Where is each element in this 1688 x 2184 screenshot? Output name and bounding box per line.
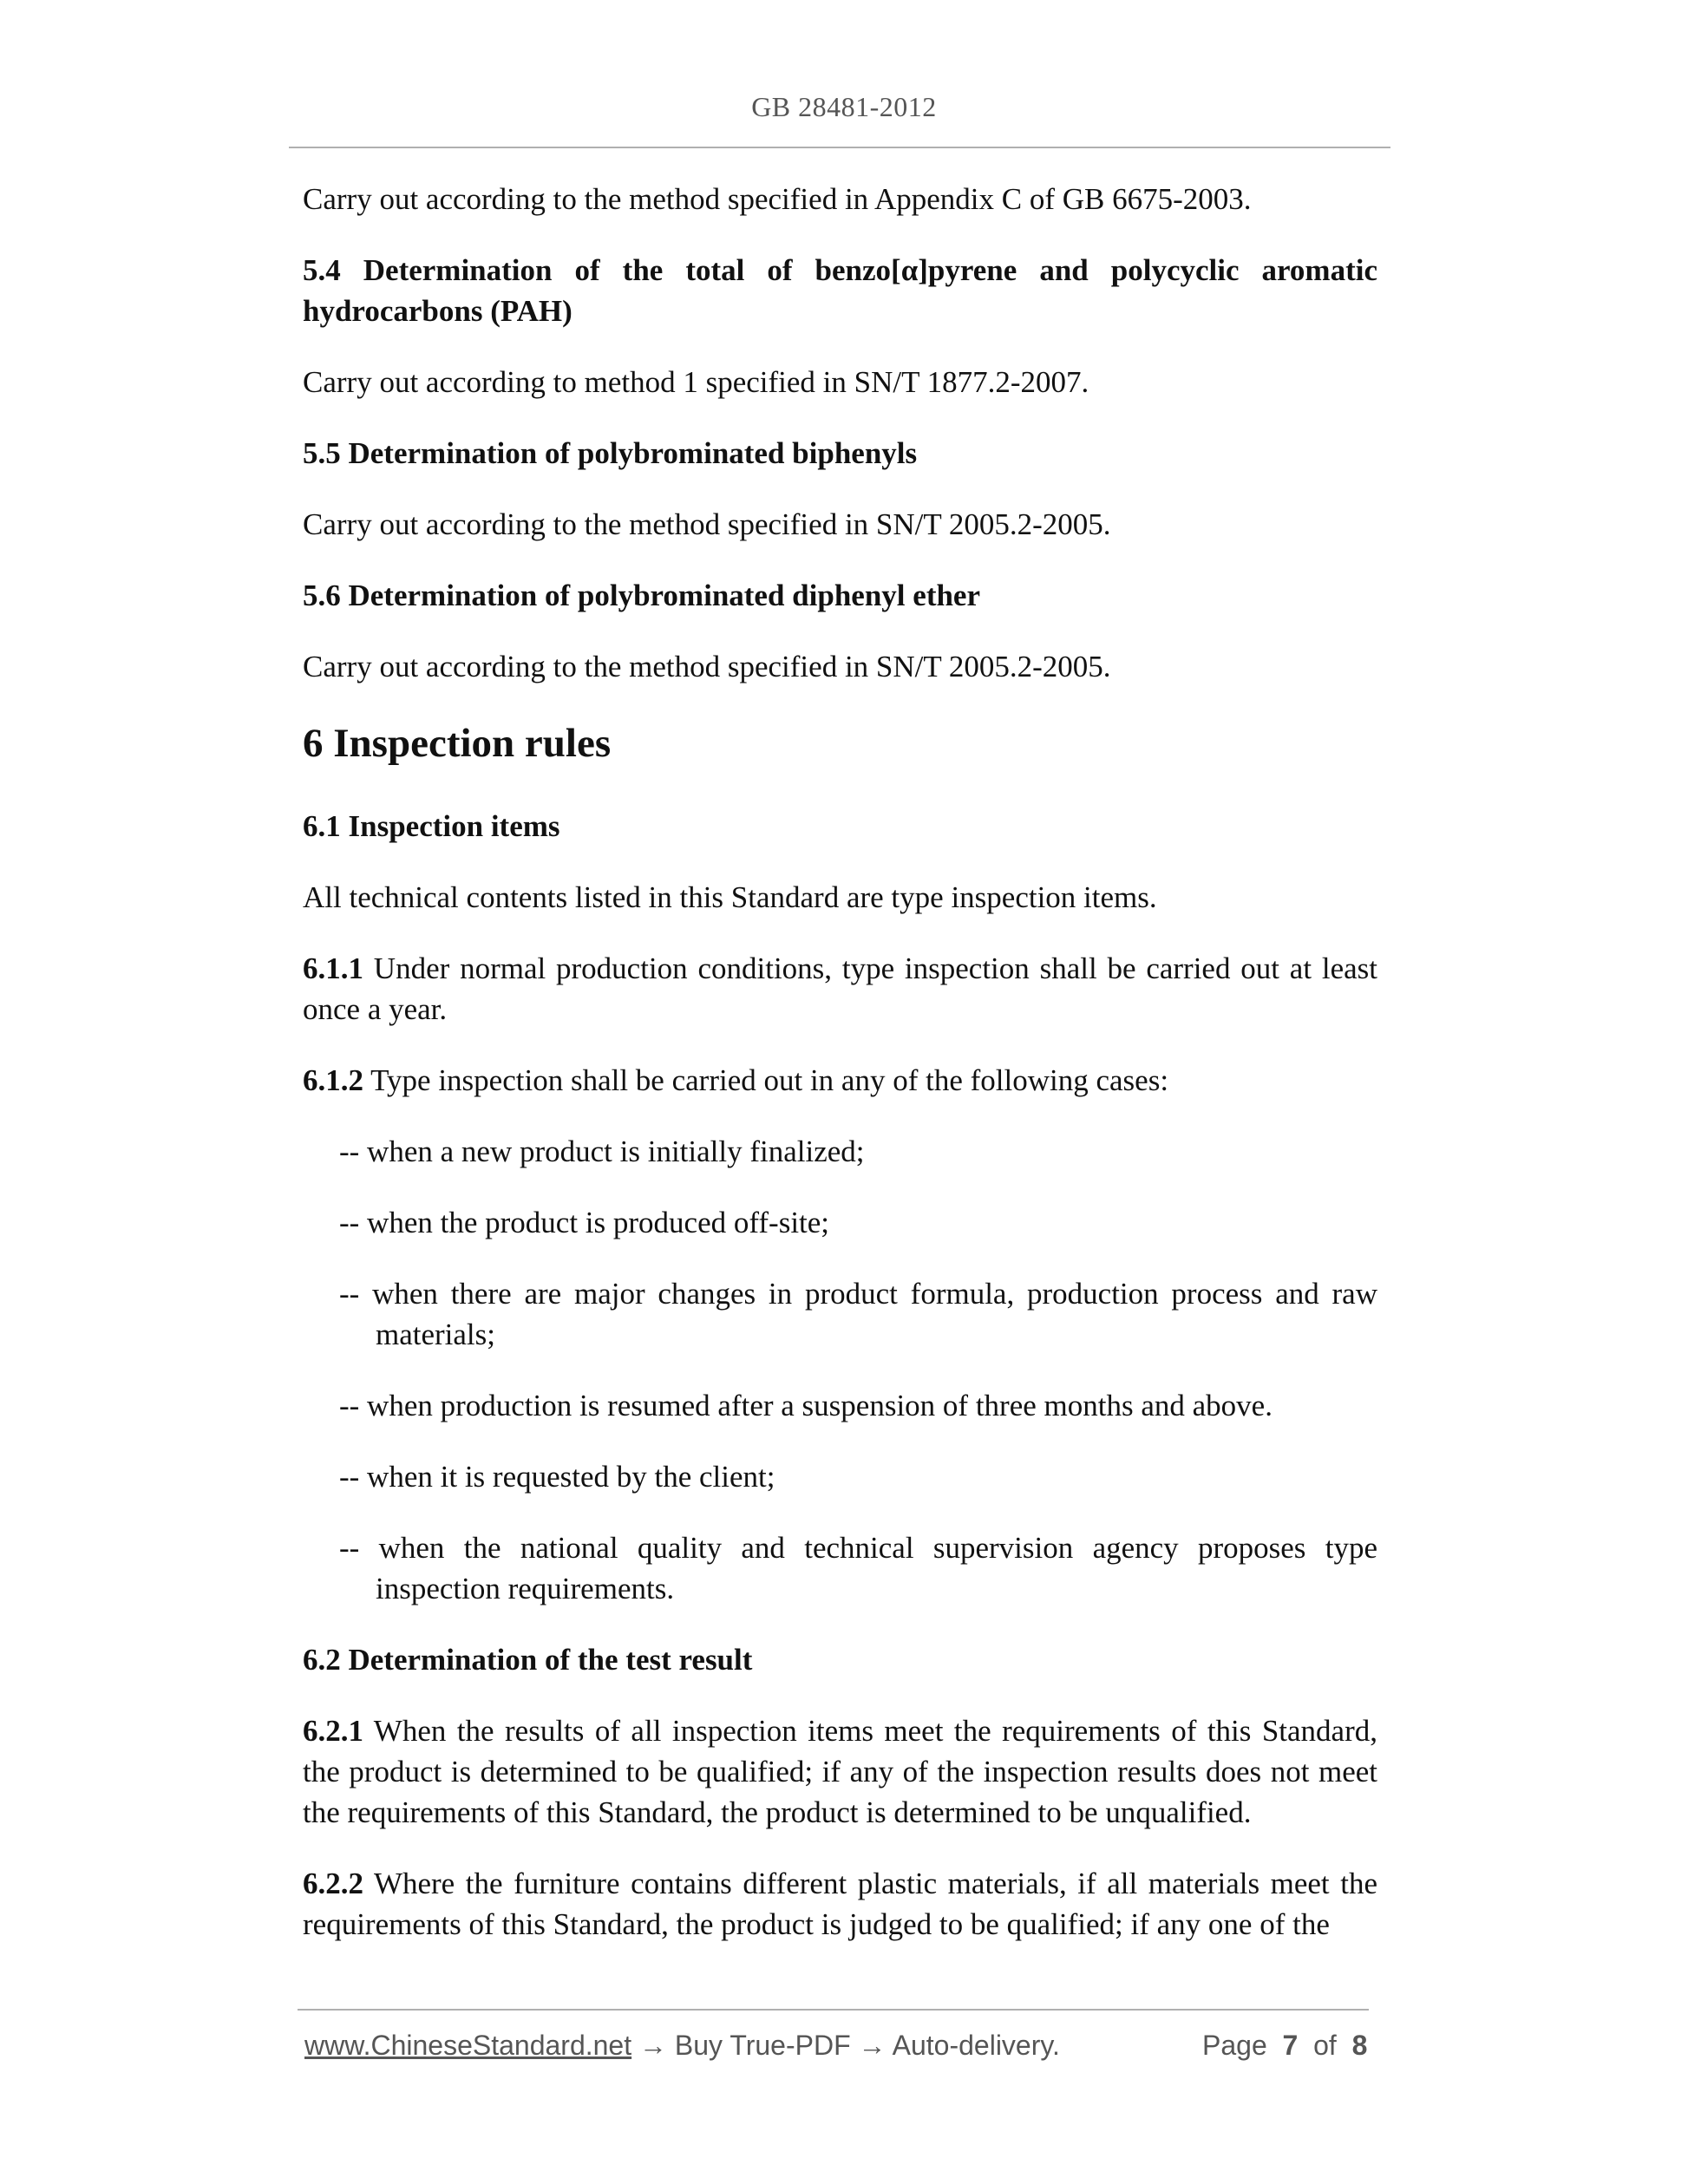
- footer-left: [304, 2030, 1060, 2061]
- page-current: 7: [1282, 2030, 1299, 2061]
- section-5-6-heading: 5.6 Determination of polybrominated diphenyl ether: [303, 579, 981, 612]
- list-item: -- when the national quality and technical supervision agency proposes type inspection requirements.: [339, 1531, 1377, 1605]
- page-footer: [304, 2030, 1369, 2062]
- section-5-4-heading: 5.4 Determination of the total of benzo[α]pyrene and polycyclic aromatic hydrocarbons (PAH): [303, 253, 1377, 328]
- section-6-1-1-text: Under normal production conditions, type inspection shall be carried out at least once a year.: [303, 951, 1377, 1026]
- intro-paragraph: Carry out according to the method specified in Appendix C of GB 6675-2003.: [303, 182, 1252, 216]
- document-body: [303, 179, 1377, 1975]
- section-6-1-text: All technical contents listed in this Standard are type inspection items.: [303, 880, 1157, 914]
- list-item: -- when there are major changes in product formula, production process and raw materials;: [339, 1277, 1377, 1351]
- page-of-label: of: [1313, 2030, 1337, 2061]
- section-5-5-heading: 5.5 Determination of polybrominated biphenyls: [303, 436, 918, 470]
- section-6-2-1-number: 6.2.1: [303, 1714, 363, 1748]
- section-6-2-2-text: Where the furniture contains different plastic materials, if all materials meet the requirements of this Standard, the product is judged to be qualified; if any one of the: [303, 1867, 1377, 1941]
- section-6-2-2-paragraph: [303, 1863, 1377, 1945]
- section-6-2-1-paragraph: [303, 1710, 1377, 1833]
- section-6-2-1-text: When the results of all inspection items meet the requirements of this Standard, the product is determined to be qualified; if any of the inspection results does not meet the requirements of this Standard, the product is determined to be unqualified.: [303, 1714, 1377, 1829]
- page-header-title: GB 28481-2012: [751, 91, 937, 122]
- section-5-6-text: Carry out according to the method specified in SN/T 2005.2-2005.: [303, 650, 1111, 683]
- section-6-1-heading: 6.1 Inspection items: [303, 809, 560, 843]
- section-6-1-1-paragraph: [303, 948, 1377, 1030]
- section-6-1-2-paragraph: [303, 1060, 1377, 1101]
- section-6-1-2-number: 6.1.2: [303, 1063, 363, 1097]
- page-label: Page: [1202, 2030, 1267, 2061]
- section-5-5-text: Carry out according to the method specified in SN/T 2005.2-2005.: [303, 507, 1111, 541]
- list-item: -- when the product is produced off-site;: [339, 1206, 830, 1239]
- section-5-4-text: Carry out according to method 1 specified in SN/T 1877.2-2007.: [303, 365, 1089, 399]
- section-6-2-heading: 6.2 Determination of the test result: [303, 1643, 753, 1677]
- section-6-1-2-text: Type inspection shall be carried out in any of the following cases:: [363, 1063, 1169, 1097]
- section-6-heading: 6 Inspection rules: [303, 721, 612, 766]
- section-6-1-1-number: 6.1.1: [303, 951, 363, 985]
- page-total: 8: [1351, 2030, 1368, 2061]
- list-item: -- when production is resumed after a suspension of three months and above.: [339, 1389, 1273, 1422]
- header-divider: [289, 147, 1390, 148]
- footer-tagline: → Buy True-PDF → Auto-delivery.: [631, 2030, 1060, 2061]
- list-item: -- when it is requested by the client;: [339, 1460, 775, 1494]
- footer-divider: [298, 2009, 1369, 2011]
- list-item: -- when a new product is initially finalized;: [339, 1135, 865, 1168]
- section-6-2-2-number: 6.2.2: [303, 1867, 363, 1900]
- page-indicator: [1202, 2030, 1367, 2062]
- website-link[interactable]: www.ChineseStandard.net: [304, 2030, 632, 2061]
